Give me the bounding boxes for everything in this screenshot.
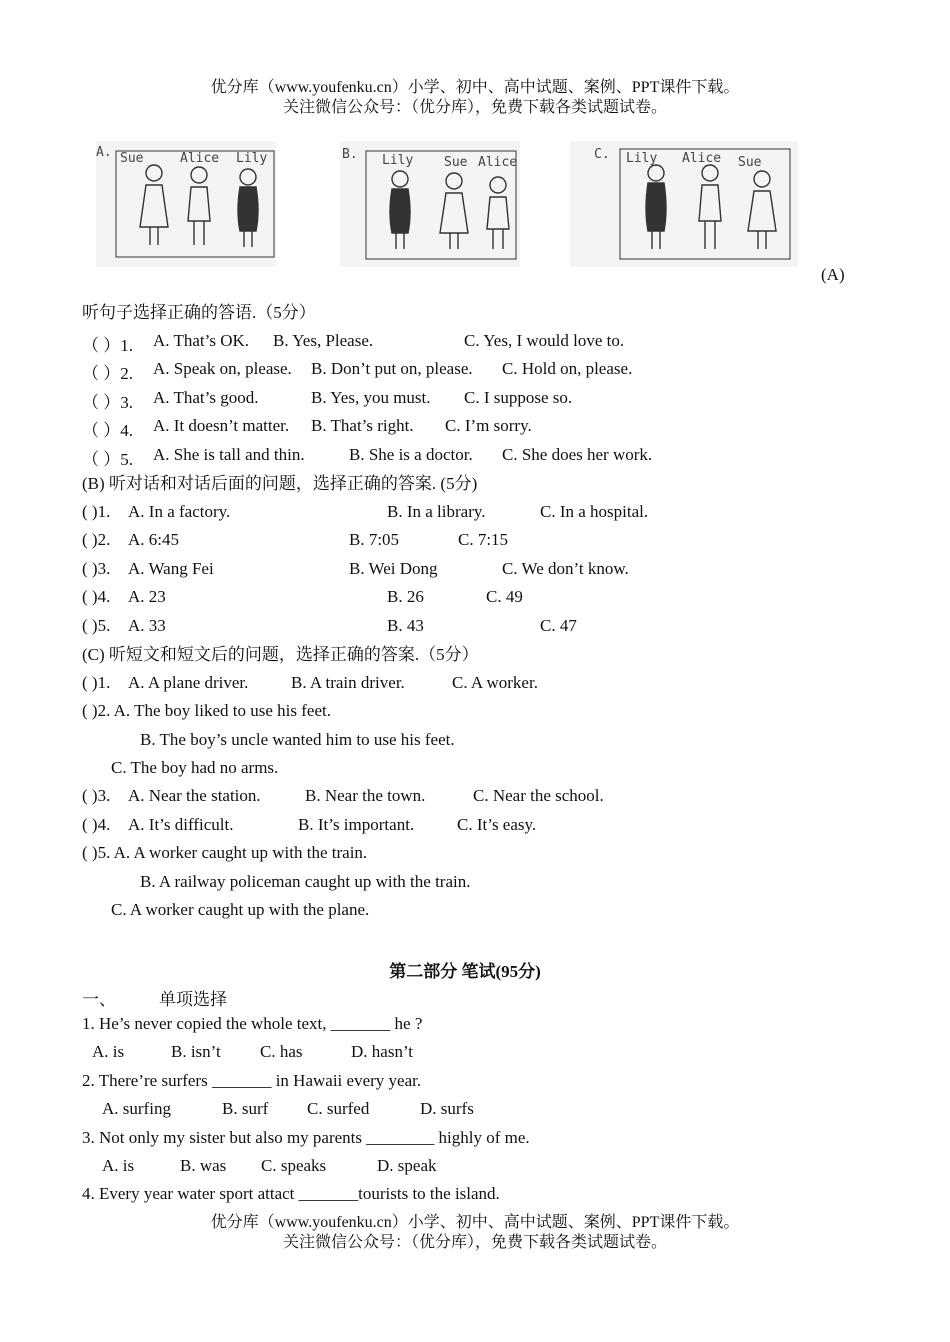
option-b: B. 26 [387, 587, 424, 606]
option-b: B. In a library. [387, 502, 486, 521]
part-c-title: (C) 听短文和短文后的问题，选择正确的答案.（5分） [82, 645, 479, 664]
picture-c-name-3: Sue [738, 155, 762, 170]
question-stem: 4. Every year water sport attact _______tourists to the island. [82, 1184, 500, 1203]
option-b: B. The boy’s uncle wanted him to use his feet. [140, 730, 455, 749]
option-c: C. speaks [261, 1156, 327, 1175]
question-number: （ ）4. [82, 421, 133, 440]
option-a: A. 23 [128, 587, 166, 606]
question-with-option-a: ( )2. A. The boy liked to use his feet. [82, 701, 331, 720]
option-b: B. Wei Dong [349, 559, 438, 578]
question-number: ( )3. [82, 559, 111, 578]
option-a: A. is [92, 1042, 125, 1061]
question-number: ( )2. [82, 530, 111, 549]
header-line-2: 关注微信公众号：（优分库），免费下载各类试题试卷。 [282, 99, 667, 116]
option-b: B. A train driver. [291, 673, 405, 692]
question-number: ( )1. [82, 673, 111, 692]
option-a: A. is [102, 1156, 135, 1175]
question-stem: 2. There’re surfers _______ in Hawaii every year. [82, 1071, 422, 1090]
section-number: 一、 [82, 990, 116, 1009]
picture-c [570, 141, 798, 267]
question-number: ( )5. [82, 616, 111, 635]
question-stem: 1. He’s never copied the whole text, _______ he ? [82, 1014, 423, 1033]
option-b: B. Yes, you must. [311, 388, 431, 407]
footer-line-1: 优分库（www.youfenku.cn）小学、初中、高中试题、案例、PPT课件下载。 [210, 1214, 740, 1231]
option-a: A. 33 [128, 616, 166, 635]
option-b: B. That’s right. [311, 416, 414, 435]
option-a: A. She is tall and thin. [153, 445, 305, 464]
option-d: D. speak [377, 1156, 437, 1175]
question-number: （ ）3. [82, 393, 133, 412]
question-number: ( )1. [82, 502, 111, 521]
question-stem: 3. Not only my sister but also my parents ________ highly of me. [82, 1128, 530, 1147]
option-a: A. In a factory. [128, 502, 231, 521]
question-number: （ ）5. [82, 450, 133, 469]
option-c: C. Hold on, please. [502, 359, 633, 378]
option-c: C. 47 [540, 616, 577, 635]
option-c: C. I suppose so. [464, 388, 573, 407]
option-c: C. A worker. [452, 673, 538, 692]
option-c: C. Yes, I would love to. [464, 331, 625, 350]
part-a-title: 听句子选择正确的答语.（5分） [82, 303, 316, 322]
picture-b [340, 141, 520, 267]
part-b-title: (B) 听对话和对话后面的问题，选择正确的答案. (5分) [82, 474, 478, 493]
option-c: C. Near the school. [473, 786, 604, 805]
option-b: B. She is a doctor. [349, 445, 473, 464]
picture-c-letter: C. [594, 147, 610, 162]
option-a: A. It doesn’t matter. [153, 416, 290, 435]
question-number: （ ）1. [82, 336, 133, 355]
picture-b-name-2: Sue [444, 155, 468, 170]
option-a: A. Speak on, please. [153, 359, 292, 378]
option-b: B. Near the town. [305, 786, 426, 805]
option-b: B. surf [222, 1099, 269, 1118]
option-c: C. 7:15 [458, 530, 509, 549]
question-number: ( )3. [82, 786, 111, 805]
option-a: A. That’s OK. [153, 331, 250, 350]
option-c: C. has [260, 1042, 303, 1061]
section-title: 单项选择 [159, 990, 227, 1009]
picture-b-name-1: Lily [382, 153, 414, 168]
option-c: C. A worker caught up with the plane. [111, 900, 370, 919]
picture-a [96, 141, 276, 267]
option-c: C. She does her work. [502, 445, 653, 464]
answer-a-label: (A) [821, 265, 845, 284]
picture-a-name-1: Sue [120, 151, 144, 166]
question-with-option-a: ( )5. A. A worker caught up with the train. [82, 843, 368, 862]
picture-a-name-2: Alice [180, 151, 220, 166]
option-c: C. It’s easy. [457, 815, 537, 834]
option-c: C. The boy had no arms. [111, 758, 279, 777]
header-line-1: 优分库（www.youfenku.cn）小学、初中、高中试题、案例、PPT课件下载。 [210, 79, 740, 96]
option-c: C. I’m sorry. [445, 416, 532, 435]
question-number: ( )4. [82, 587, 111, 606]
picture-a-letter: A. [96, 145, 112, 160]
option-a: A. That’s good. [153, 388, 259, 407]
option-c: C. In a hospital. [540, 502, 649, 521]
written-part-title: 第二部分 笔试(95分) [389, 962, 541, 981]
option-c: C. We don’t know. [502, 559, 629, 578]
option-a: A. A plane driver. [128, 673, 249, 692]
option-b: B. A railway policeman caught up with the train. [140, 872, 471, 891]
option-a: A. Near the station. [128, 786, 261, 805]
picture-b-letter: B. [342, 147, 358, 162]
option-d: D. hasn’t [351, 1042, 414, 1061]
picture-b-name-3: Alice [478, 155, 518, 170]
option-a: A. It’s difficult. [128, 815, 234, 834]
picture-c-name-1: Lily [626, 151, 658, 166]
option-c: C. 49 [486, 587, 523, 606]
question-number: （ ）2. [82, 364, 133, 383]
option-b: B. Don’t put on, please. [311, 359, 473, 378]
option-c: C. surfed [307, 1099, 370, 1118]
option-b: B. It’s important. [298, 815, 415, 834]
option-b: B. Yes, Please. [273, 331, 374, 350]
option-b: B. 43 [387, 616, 424, 635]
option-b: B. isn’t [171, 1042, 221, 1061]
picture-c-name-2: Alice [682, 151, 722, 166]
option-b: B. 7:05 [349, 530, 400, 549]
footer-line-2: 关注微信公众号：（优分库），免费下载各类试题试卷。 [282, 1234, 667, 1251]
option-a: A. Wang Fei [128, 559, 214, 578]
option-b: B. was [180, 1156, 227, 1175]
option-a: A. surfing [102, 1099, 171, 1118]
picture-a-name-3: Lily [236, 151, 268, 166]
option-d: D. surfs [420, 1099, 474, 1118]
question-number: ( )4. [82, 815, 111, 834]
option-a: A. 6:45 [128, 530, 179, 549]
